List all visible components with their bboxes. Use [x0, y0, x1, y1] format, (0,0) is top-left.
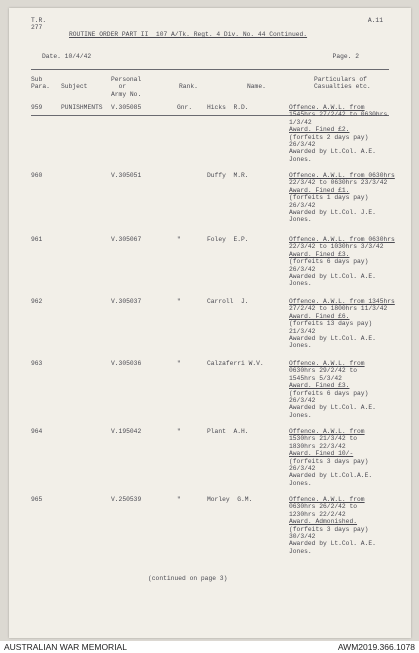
entry-army-number: V.305037 [111, 298, 142, 305]
entry-particulars [289, 360, 399, 419]
particulars-line: 0630hrs 29/2/42 to [289, 367, 358, 375]
particulars-line: Jones. [289, 342, 312, 350]
particulars-line: Award. Fined £3. [289, 250, 350, 258]
particulars-line: 26/3/42 [289, 141, 316, 149]
particulars-line: Jones. [289, 280, 312, 288]
entry-rank: " [177, 360, 181, 367]
entry-name: Hicks R.D. [207, 104, 249, 111]
particulars-line: Offence. A.W.L. from [289, 104, 365, 111]
particulars-line: Offence. A.W.L. from [289, 496, 365, 503]
entry-name: Duffy M.R. [207, 172, 249, 179]
particulars-line: Awarded by Lt.Col. A.E. [289, 335, 376, 343]
particulars-line: 26/3/42 [289, 201, 316, 209]
entry-particulars [289, 428, 399, 487]
entry-army-number: V.195042 [111, 428, 142, 435]
particulars-line: 1/3/42 [289, 118, 312, 126]
footer-institution: AUSTRALIAN WAR MEMORIAL [4, 642, 127, 652]
particulars-line: Jones. [289, 155, 312, 163]
page-number: Page. 2 [332, 53, 359, 60]
entry-para: 962 [31, 298, 43, 305]
particulars-line: Award. Fined £3. [289, 382, 350, 390]
entry-army-number: V.305051 [111, 172, 142, 179]
particulars-line: (forfeits 2 days pay) [289, 133, 369, 141]
entry-rank: " [177, 298, 181, 305]
column-header-particulars: Particulars of Casualties etc. [314, 76, 371, 91]
particulars-line: (forfeits 1 days pay) [289, 194, 369, 202]
entry-army-number: V.250539 [111, 496, 142, 503]
particulars-line: Jones. [289, 547, 312, 555]
particulars-line: (forfeits 6 days pay) [289, 389, 369, 397]
column-header-sub-para: Sub Para. [31, 76, 50, 91]
entry-name: Carroll J. [207, 298, 249, 305]
particulars-line: (forfeits 13 days pay) [289, 320, 373, 328]
particulars-line: Award. Fined 10/- [289, 450, 354, 458]
entry-subject: PUNISHMENTS [61, 104, 103, 111]
page-reference: A.11 [367, 17, 383, 24]
particulars-line: 1830hrs 22/3/42 [289, 442, 346, 450]
entry-para: 963 [31, 360, 43, 367]
particulars-line: Awarded by Lt.Col. A.E. [289, 404, 376, 412]
document-page [9, 8, 411, 638]
particulars-line: 1545hrs 27/2/42 to 0630hrs [289, 111, 388, 119]
column-header-rank: Rank. [179, 83, 198, 90]
particulars-line: Awarded by Lt.Col. A.E. [289, 273, 376, 281]
particulars-line: 26/3/42 [289, 465, 316, 473]
particulars-line: Offence. A.W.L. from [289, 360, 365, 367]
particulars-line: Offence. A.W.L. from 0630hrs [289, 236, 395, 243]
tr-line-1: T.R. [31, 17, 47, 24]
entry-particulars [289, 298, 399, 350]
particulars-line: 26/3/42 [289, 265, 316, 273]
entry-army-number: V.305085 [111, 104, 142, 111]
particulars-line: Offence. A.W.L. from 0630hrs [289, 172, 395, 179]
particulars-line: Awarded by Lt.Col. A.E. [289, 148, 376, 156]
particulars-line: 27/2/42 to 1800hrs 11/3/42 [289, 305, 388, 313]
entry-particulars [289, 496, 399, 555]
entry-para: 961 [31, 236, 43, 243]
footer-bar [0, 641, 419, 653]
footer-accession-number: AWM2019.366.1078 [337, 642, 415, 652]
entry-para: 959 [31, 104, 43, 111]
particulars-line: 26/3/42 [289, 397, 316, 405]
particulars-line: Jones. [289, 216, 312, 224]
entry-para: 960 [31, 172, 43, 179]
particulars-line: 1530hrs 21/3/42 to [289, 435, 358, 443]
particulars-line: 1545hrs 5/3/42 [289, 374, 342, 382]
entry-para: 964 [31, 428, 43, 435]
particulars-line: Award. Fined £6. [289, 312, 350, 320]
entry-para: 965 [31, 496, 43, 503]
particulars-line: 22/3/42 to 0630hrs 23/3/42 [289, 179, 388, 187]
entry-army-number: V.305036 [111, 360, 142, 367]
particulars-line: Awarded by Lt.Col.A.E. [289, 472, 373, 480]
particulars-line: Offence. A.W.L. from 1345hrs [289, 298, 395, 305]
particulars-line: Awarded by Lt.Col. J.E. [289, 209, 376, 217]
particulars-line: Offence. A.W.L. from [289, 428, 365, 435]
particulars-line: 1230hrs 22/2/42 [289, 510, 346, 518]
entry-rank: Gnr. [177, 104, 193, 111]
entry-name: Foley E.P. [207, 236, 249, 243]
column-header-army-no: Personal or Army No. [111, 76, 142, 98]
particulars-line: 22/3/42 to 1030hrs 3/3/42 [289, 243, 384, 251]
order-date: Date. 10/4/42 [42, 53, 92, 60]
particulars-line: 30/3/42 [289, 533, 316, 541]
particulars-line: (forfeits 3 days pay) [289, 457, 369, 465]
particulars-line: (forfeits 6 days pay) [289, 258, 369, 266]
entry-rank: " [177, 496, 181, 503]
entry-rank: " [177, 236, 181, 243]
particulars-line: Awarded by Lt.Col. A.E. [289, 540, 376, 548]
particulars-line: Jones. [289, 479, 312, 487]
page-title: ROUTINE ORDER PART II 107 A/Tk. Regt. 4 Div. No. 44 Continued. [69, 31, 308, 38]
entry-name: Morley G.M. [207, 496, 253, 503]
entry-particulars [289, 104, 399, 163]
entry-army-number: V.305067 [111, 236, 142, 243]
header-rule-top [31, 69, 389, 70]
column-header-subject: Subject [61, 83, 88, 90]
tr-reference [31, 17, 46, 32]
entry-name: Calzaferri W.V. [207, 360, 264, 367]
particulars-line: Award. Fined £2. [289, 126, 350, 134]
entry-rank: " [177, 428, 181, 435]
entry-particulars [289, 172, 399, 224]
particulars-line: Award. Fined £1. [289, 186, 350, 194]
particulars-line: Award. Admonished. [289, 518, 358, 526]
tr-line-2: 277 [31, 24, 43, 32]
column-header-name: Name. [247, 83, 266, 90]
particulars-line: (forfeits 3 days pay) [289, 525, 369, 533]
continued-note: (continued on page 3) [148, 575, 228, 582]
entry-name: Plant A.H. [207, 428, 249, 435]
particulars-line: Jones. [289, 411, 312, 419]
particulars-line: 0630hrs 26/2/42 to [289, 503, 358, 511]
particulars-line: 21/3/42 [289, 327, 316, 335]
entry-particulars [289, 236, 399, 288]
